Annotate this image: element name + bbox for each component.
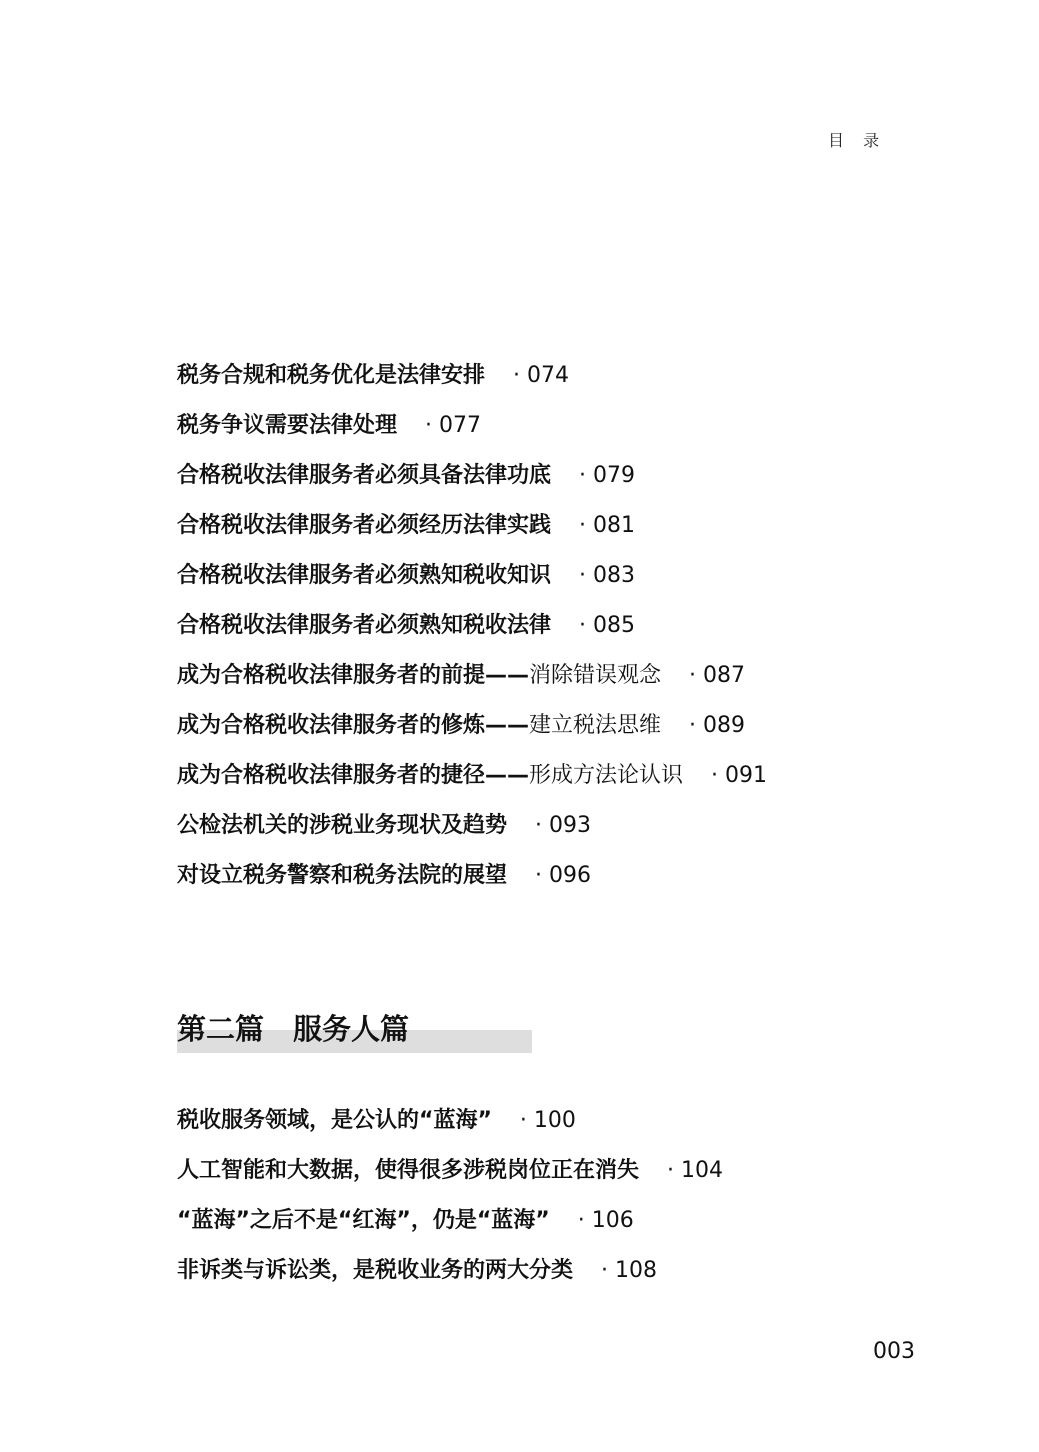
toc-entry[interactable] — [177, 608, 767, 658]
toc-entry-title: “蓝海”之后不是“红海”，仍是“蓝海” — [177, 1208, 550, 1233]
toc-list-part2 — [177, 1103, 723, 1303]
page-number: 003 — [873, 1339, 915, 1364]
toc-entry[interactable] — [177, 358, 767, 408]
toc-entry-title: 税务合规和税务优化是法律安排 — [177, 363, 486, 388]
toc-entry-page: · 087 — [689, 663, 746, 688]
toc-entry-title: 人工智能和大数据，使得很多涉税岗位正在消失 — [177, 1158, 640, 1183]
toc-entry-page: · 089 — [689, 713, 746, 738]
toc-entry[interactable] — [177, 1203, 723, 1253]
toc-entry-page: · 085 — [579, 613, 635, 638]
toc-entry-page: · 100 — [519, 1108, 576, 1133]
toc-entry-subtitle: 建立税法思维 — [529, 713, 662, 738]
toc-entry-page: · 093 — [535, 813, 591, 838]
toc-entry[interactable] — [177, 708, 767, 758]
toc-entry[interactable] — [177, 808, 767, 858]
toc-entry-page: · 106 — [577, 1208, 634, 1233]
toc-entry[interactable] — [177, 658, 767, 708]
toc-entry-page: · 079 — [579, 463, 635, 488]
toc-entry-title: 税务争议需要法律处理 — [177, 413, 398, 438]
toc-entry-page: · 104 — [667, 1158, 723, 1183]
toc-entry-title: 合格税收法律服务者必须经历法律实践 — [177, 513, 552, 538]
toc-entry[interactable] — [177, 558, 767, 608]
toc-entry[interactable] — [177, 408, 767, 458]
toc-entry[interactable] — [177, 858, 767, 908]
toc-entry-title: 对设立税务警察和税务法院的展望 — [177, 863, 508, 888]
toc-entry-title: 非诉类与诉讼类，是税收业务的两大分类 — [177, 1258, 574, 1283]
toc-list-part1 — [177, 358, 767, 908]
toc-entry-page: · 083 — [579, 563, 635, 588]
toc-entry[interactable] — [177, 1153, 723, 1203]
toc-entry-title: 合格税收法律服务者必须熟知税收知识 — [177, 563, 552, 588]
toc-entry-page: · 081 — [579, 513, 635, 538]
toc-entry[interactable] — [177, 758, 767, 808]
toc-entry-page: · 108 — [601, 1258, 657, 1283]
toc-entry-title: 税收服务领域，是公认的“蓝海” — [177, 1108, 492, 1133]
toc-entry-page: · 077 — [425, 413, 481, 438]
toc-entry-title: 成为合格税收法律服务者的前提—— — [177, 663, 530, 688]
section-heading-title: 第二篇 服务人篇 — [177, 1012, 410, 1046]
toc-entry[interactable] — [177, 1103, 723, 1153]
toc-entry[interactable] — [177, 508, 767, 558]
running-head-contents: 目 录 — [828, 131, 887, 150]
toc-entry-title: 合格税收法律服务者必须熟知税收法律 — [177, 613, 552, 638]
toc-entry-subtitle: 消除错误观念 — [529, 663, 662, 688]
toc-entry[interactable] — [177, 1253, 723, 1303]
toc-entry-page: · 074 — [513, 363, 569, 388]
toc-entry-page: · 091 — [711, 763, 768, 788]
toc-entry-title: 合格税收法律服务者必须具备法律功底 — [177, 463, 552, 488]
toc-entry-title: 成为合格税收法律服务者的捷径—— — [177, 763, 530, 788]
toc-entry-subtitle: 形成方法论认识 — [529, 763, 684, 788]
section-heading — [177, 1008, 532, 1053]
toc-entry-title: 成为合格税收法律服务者的修炼—— — [177, 713, 530, 738]
toc-entry-page: · 096 — [535, 863, 591, 888]
toc-entry-title: 公检法机关的涉税业务现状及趋势 — [177, 813, 508, 838]
toc-entry[interactable] — [177, 458, 767, 508]
